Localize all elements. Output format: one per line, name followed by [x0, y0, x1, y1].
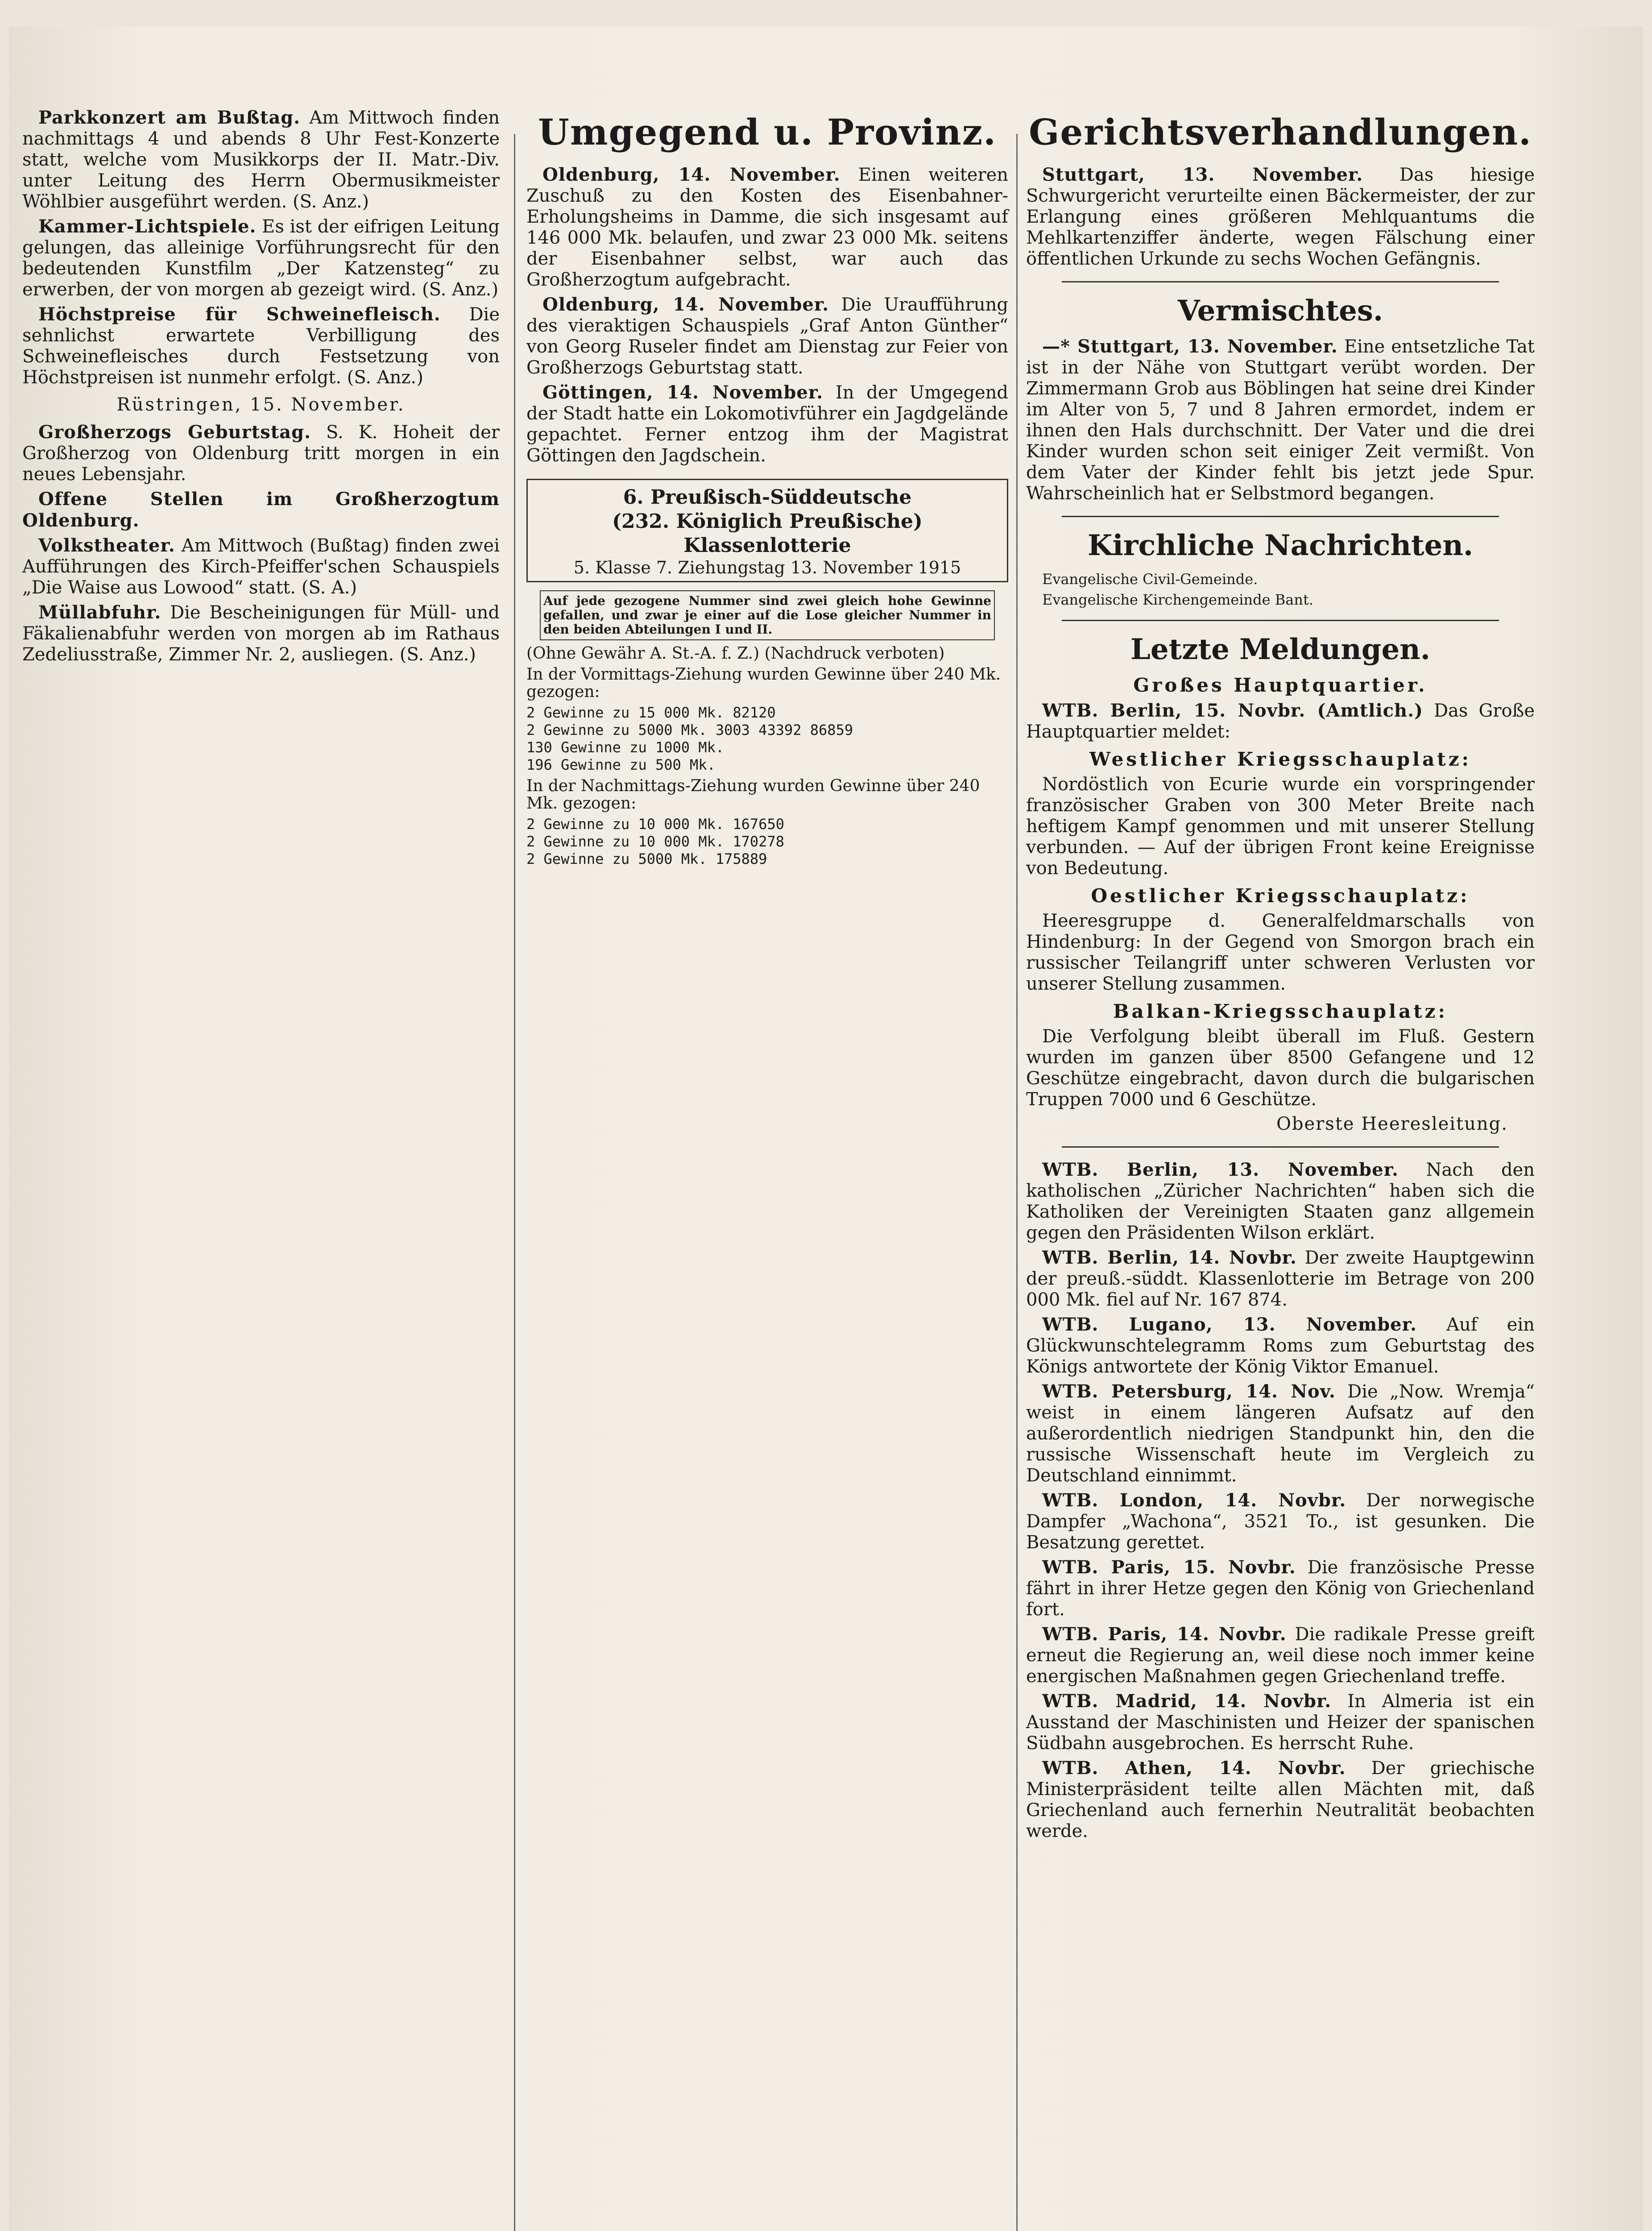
- section-heading: Umgegend u. Provinz.: [538, 111, 997, 153]
- article: Oldenburg, 14. November. Die Uraufführung des vieraktigen Schauspiels „Graf Anton Günther“ von Georg Ruseler findet am Dienstag zur Feier von Großherzogs Geburtstag statt.: [526, 294, 1008, 378]
- article: Kammer-Lichtspiele. Es ist der eifrigen Leitung gelungen, das alleinige Vorführungsrecht für den bedeutenden Kunstfilm „Der Katzensteg“ zu erwerben, der von morgen ab gezeigt wird. (S. Anz.): [22, 216, 500, 300]
- article: Offene Stellen im Großherzogtum Oldenburg.: [22, 489, 500, 531]
- article: Die Verfolgung bleibt überall im Fluß. Gestern wurden im ganzen über 8500 Gefangene und 12 Geschütze eingebracht, davon durch die bulgarischen Truppen 7000 und 6 Geschütze.: [1026, 1026, 1535, 1110]
- signature-line: Oberste Heeresleitung.: [1276, 1114, 1508, 1134]
- lottery-morning-title: In der Vormittags-Ziehung wurden Gewinne über 240 Mk. gezogen:: [526, 665, 1001, 701]
- section-heading: Vermischtes.: [1177, 294, 1383, 328]
- lottery-header: [526, 479, 1008, 582]
- article: Höchstpreise für Schweinefleisch. Die sehnlichst erwartete Verbilligung des Schweinefleisches durch Festsetzung von Höchstpreisen ist nunmehr erfolgt. (S. Anz.): [22, 304, 500, 388]
- article: WTB. Paris, 14. Novbr. Die radikale Presse greift erneut die Regierung an, weil diese noch immer keine energischen Maßnahmen gegen Griechenland treffe.: [1026, 1624, 1535, 1687]
- church-notices: [1026, 571, 1535, 608]
- subheading: Oestlicher Kriegsschauplatz:: [1091, 885, 1470, 907]
- article: WTB. Athen, 14. Novbr. Der griechische Ministerpräsident teilte allen Mächten mit, daß Griechenland auch fernerhin Neutralität beobachten werde.: [1026, 1758, 1535, 1841]
- church-notice: Evangelische Kirchengemeinde Bant.: [1042, 591, 1313, 608]
- article: Heeresgruppe d. Generalfeldmarschalls von Hindenburg: In der Gegend von Smorgon brach ein russischer Teilangriff unter schweren Verlusten vor unserer Stellung zusammen.: [1026, 911, 1535, 994]
- article: —* Stuttgart, 13. November. Eine entsetzliche Tat ist in der Nähe von Stuttgart verübt worden. Der Zimmermann Grob aus Böblingen hat seine drei Kinder im Alter von 5, 7 und 8 Jahren ermordet, indem er ihnen den Hals durchschnitt. Der Vater und die drei Kinder wurden schon seit einiger Zeit vermißt. Von dem Vater der Kinder fehlt bis jetzt jede Spur. Wahrscheinlich hat er Selbstmord begangen.: [1026, 336, 1535, 504]
- column-region: [526, 112, 1008, 868]
- subheading: Balkan-Kriegsschauplatz:: [1113, 1000, 1448, 1022]
- subheading: Großes Hauptquartier.: [1133, 674, 1428, 696]
- lottery-line: 130 Gewinne zu 1000 Mk.: [526, 739, 725, 756]
- section-heading: Gerichtsverhandlungen.: [1029, 111, 1532, 153]
- lottery-line: 196 Gewinne zu 500 Mk.: [526, 756, 716, 773]
- lottery-line: 2 Gewinne zu 15 000 Mk. 82120: [526, 704, 776, 721]
- article: WTB. Berlin, 14. Novbr. Der zweite Hauptgewinn der preuß.-süddt. Klassenlotterie im Betrage von 200 000 Mk. fiel auf Nr. 167 874.: [1026, 1247, 1535, 1310]
- article: WTB. Berlin, 15. Novbr. (Amtlich.) Das Große Hauptquartier meldet:: [1026, 700, 1535, 742]
- lottery-line: 2 Gewinne zu 10 000 Mk. 167650: [526, 816, 784, 833]
- article: Volkstheater. Am Mittwoch (Bußtag) finden zwei Aufführungen des Kirch-Pfeiffer'schen Schauspiels „Die Waise aus Lowood“ statt. (S. A.): [22, 535, 500, 598]
- lottery-notice: Auf jede gezogene Nummer sind zwei gleich hohe Gewinne gefallen, und zwar je einer auf die Lose gleicher Nummer in den beiden Abteilungen I und II.: [540, 590, 995, 640]
- column-local-news: [22, 107, 500, 669]
- article: WTB. London, 14. Novbr. Der norwegische Dampfer „Wachona“, 3521 To., ist gesunken. Die Besatzung gerettet.: [1026, 1490, 1535, 1553]
- lottery-line: 2 Gewinne zu 5000 Mk. 3003 43392 86859: [526, 722, 853, 738]
- article: Oldenburg, 14. November. Einen weiteren Zuschuß zu den Kosten des Eisenbahner-Erholungsheims in Damme, die sich insgesamt auf 146 000 Mk. belaufen, und zwar 23 000 Mk. seitens der Eisenbahner selbst, war auch das Großherzogtum aufgebracht.: [526, 164, 1008, 290]
- article: Nordöstlich von Ecurie wurde ein vorspringender französischer Graben von 300 Meter Breite nach heftigem Kampf genommen und mit unserer Stellung verbunden. — Auf der übrigen Front keine Ereignisse von Bedeutung.: [1026, 774, 1535, 879]
- dateline: Rüstringen, 15. November.: [116, 394, 406, 415]
- divider: [1062, 281, 1499, 282]
- subheading: Westlicher Kriegsschauplatz:: [1089, 748, 1472, 770]
- column-rule: [1016, 134, 1018, 2231]
- article: Großherzogs Geburtstag. S. K. Hoheit der Großherzog von Oldenburg tritt morgen in ein neues Lebensjahr.: [22, 422, 500, 485]
- divider: [1062, 1146, 1499, 1148]
- lottery-title: 6. Preußisch-Süddeutsche: [623, 486, 912, 509]
- section-heading: Letzte Meldungen.: [1130, 633, 1431, 666]
- lottery-subtitle: 5. Klasse 7. Ziehungstag 13. November 1915: [573, 558, 961, 577]
- column-court-and-news: [1026, 112, 1535, 1845]
- article: WTB. Lugano, 13. November. Auf ein Glückwunschtelegramm Roms zum Geburtstag des Königs antwortete der König Viktor Emanuel.: [1026, 1314, 1535, 1377]
- lottery-list: [526, 645, 1008, 868]
- lottery-title: (232. Königlich Preußische) Klassenlotterie: [612, 510, 923, 557]
- article: Parkkonzert am Bußtag. Am Mittwoch finden nachmittags 4 und abends 8 Uhr Fest-Konzerte statt, welche vom Musikkorps der II. Matr.-Div. unter Leitung des Herrn Obermusikmeister Wöhlbier ausgeführt werden. (S. Anz.): [22, 107, 500, 212]
- article: WTB. Petersburg, 14. Nov. Die „Now. Wremja“ weist in einem längeren Aufsatz auf den außerordentlich niedrigen Standpunkt hin, den die russische Wissenschaft heute im Vergleich zu Deutschland einnimmt.: [1026, 1381, 1535, 1486]
- lottery-line: 2 Gewinne zu 5000 Mk. 175889: [526, 850, 767, 867]
- article: Müllabfuhr. Die Bescheinigungen für Müll- und Fäkalienabfuhr werden von morgen ab im Rathaus Zedeliusstraße, Zimmer Nr. 2, ausliegen. (S. Anz.): [22, 602, 500, 665]
- column-rule: [514, 134, 515, 2231]
- section-heading: Kirchliche Nachrichten.: [1087, 529, 1474, 562]
- lottery-line: 2 Gewinne zu 10 000 Mk. 170278: [526, 833, 784, 850]
- article: Stuttgart, 13. November. Das hiesige Schwurgericht verurteilte einen Bäckermeister, der zur Erlangung eines größeren Mehlquantums die Mehlkartenziffer änderte, wegen Fälschung einer öffentlichen Urkunde zu sechs Wochen Gefängnis.: [1026, 164, 1535, 269]
- lottery-afternoon-title: In der Nachmittags-Ziehung wurden Gewinne über 240 Mk. gezogen:: [526, 777, 980, 813]
- article: WTB. Paris, 15. Novbr. Die französische Presse fährt in ihrer Hetze gegen den König von Griechenland fort.: [1026, 1557, 1535, 1620]
- divider: [1062, 620, 1499, 621]
- article: Göttingen, 14. November. In der Umgegend der Stadt hatte ein Lokomotivführer ein Jagdgelände gepachtet. Ferner entzog ihm der Magistrat Göttingen den Jagdschein.: [526, 382, 1008, 466]
- church-notice: Evangelische Civil-Gemeinde.: [1042, 571, 1258, 588]
- lottery-meta: (Ohne Gewähr A. St.-A. f. Z.) (Nachdruck verboten): [526, 644, 945, 663]
- divider: [1062, 516, 1499, 517]
- article: WTB. Berlin, 13. November. Nach den katholischen „Züricher Nachrichten“ haben sich die Katholiken der Vereinigten Staaten ganz allgemein gegen den Präsidenten Wilson erklärt.: [1026, 1159, 1535, 1243]
- article: WTB. Madrid, 14. Novbr. In Almeria ist ein Ausstand der Maschinisten und Heizer der spanischen Südbahn ausgebrochen. Es herrscht Ruhe.: [1026, 1691, 1535, 1754]
